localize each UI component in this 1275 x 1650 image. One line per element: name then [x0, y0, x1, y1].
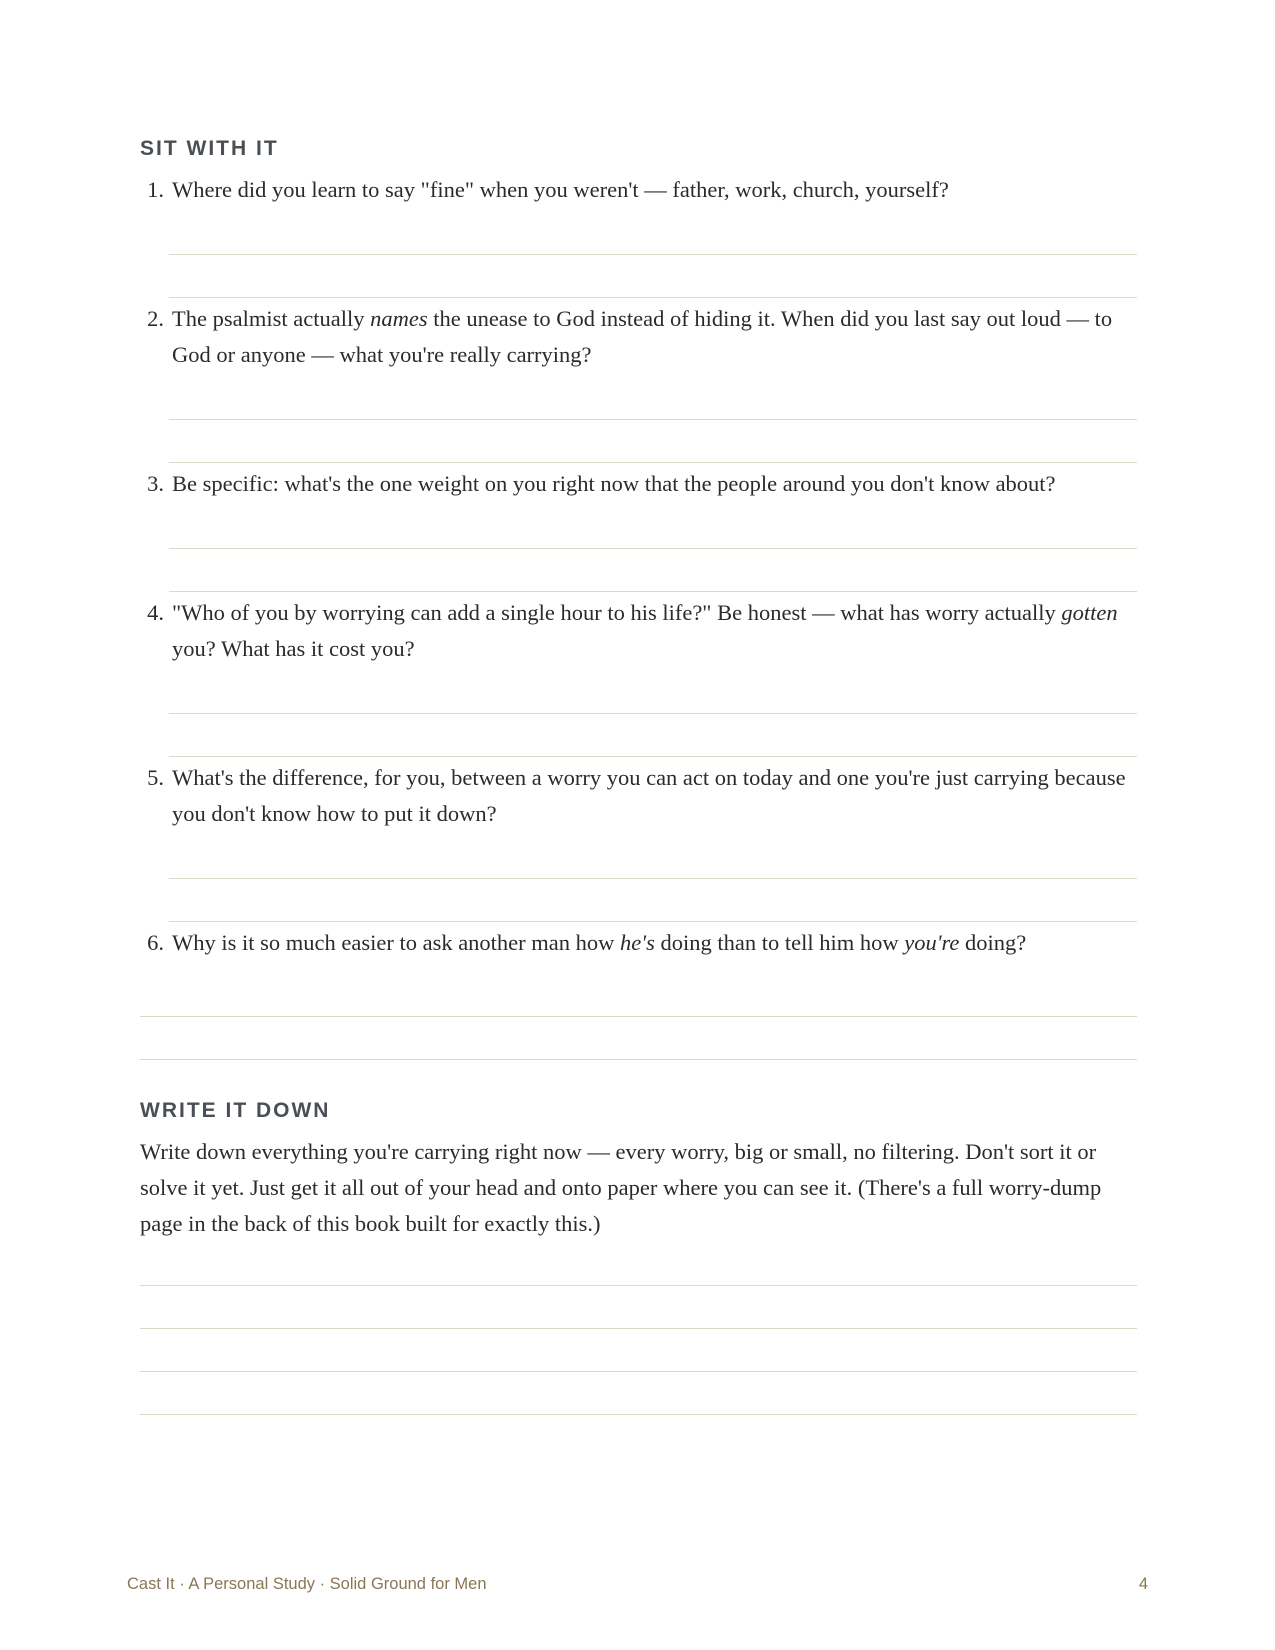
- answer-line[interactable]: [169, 878, 1137, 879]
- question-1: [140, 172, 1137, 208]
- question-5: [140, 760, 1137, 832]
- question-text: What's the difference, for you, between a worry you can act on today and one you're just carrying because you don't know how to put it down?: [172, 765, 1126, 826]
- section-heading-sit-with-it: SIT WITH IT: [140, 137, 279, 160]
- question-6: [140, 925, 1137, 961]
- answer-line[interactable]: [140, 1059, 1137, 1060]
- question-number: 4.: [147, 600, 164, 625]
- answer-line[interactable]: [169, 462, 1137, 463]
- answer-line[interactable]: [169, 254, 1137, 255]
- page-number: 4: [1138, 1575, 1148, 1593]
- answer-line[interactable]: [140, 1016, 1137, 1017]
- question-3: [140, 466, 1137, 502]
- emphasis: names: [370, 306, 428, 331]
- answer-line[interactable]: [169, 713, 1137, 714]
- question-number: 3.: [147, 471, 164, 496]
- emphasis: he's: [620, 930, 655, 955]
- writing-line[interactable]: [140, 1285, 1137, 1286]
- answer-line[interactable]: [169, 548, 1137, 549]
- question-text: Where did you learn to say "fine" when you weren't — father, work, church, yourself?: [172, 177, 949, 202]
- question-text: "Who of you by worrying can add a single hour to his life?" Be honest — what has worry actually gotten you? What has it cost you?: [172, 600, 1118, 661]
- writing-line[interactable]: [140, 1328, 1137, 1329]
- emphasis: gotten: [1061, 600, 1118, 625]
- question-text: Why is it so much easier to ask another man how he's doing than to tell him how you're doing?: [172, 930, 1027, 955]
- write-it-down-instructions: Write down everything you're carrying right now — every worry, big or small, no filtering. Don't sort it or solve it yet. Just get it all out of your head and onto paper where you can see it. (There's a full worry-dump page in the back of this book built for exactly this.): [140, 1139, 1102, 1236]
- question-text: The psalmist actually names the unease to God instead of hiding it. When did you last say out loud — to God or anyone — what you're really carrying?: [172, 306, 1113, 367]
- answer-line[interactable]: [169, 756, 1137, 757]
- emphasis: you're: [904, 930, 960, 955]
- section-heading-write-it-down: WRITE IT DOWN: [140, 1099, 331, 1122]
- answer-line[interactable]: [169, 419, 1137, 420]
- footer-title: Cast It · A Personal Study · Solid Ground for Men: [127, 1575, 487, 1593]
- question-number: 1.: [147, 177, 164, 202]
- question-2: [140, 301, 1137, 373]
- writing-line[interactable]: [140, 1371, 1137, 1372]
- question-number: 6.: [147, 930, 164, 955]
- answer-line[interactable]: [169, 591, 1137, 592]
- writing-line[interactable]: [140, 1414, 1137, 1415]
- question-text: Be specific: what's the one weight on you right now that the people around you don't know about?: [172, 471, 1056, 496]
- answer-line[interactable]: [169, 297, 1137, 298]
- answer-line[interactable]: [169, 921, 1137, 922]
- question-number: 2.: [147, 306, 164, 331]
- question-4: [140, 595, 1137, 667]
- question-number: 5.: [147, 765, 164, 790]
